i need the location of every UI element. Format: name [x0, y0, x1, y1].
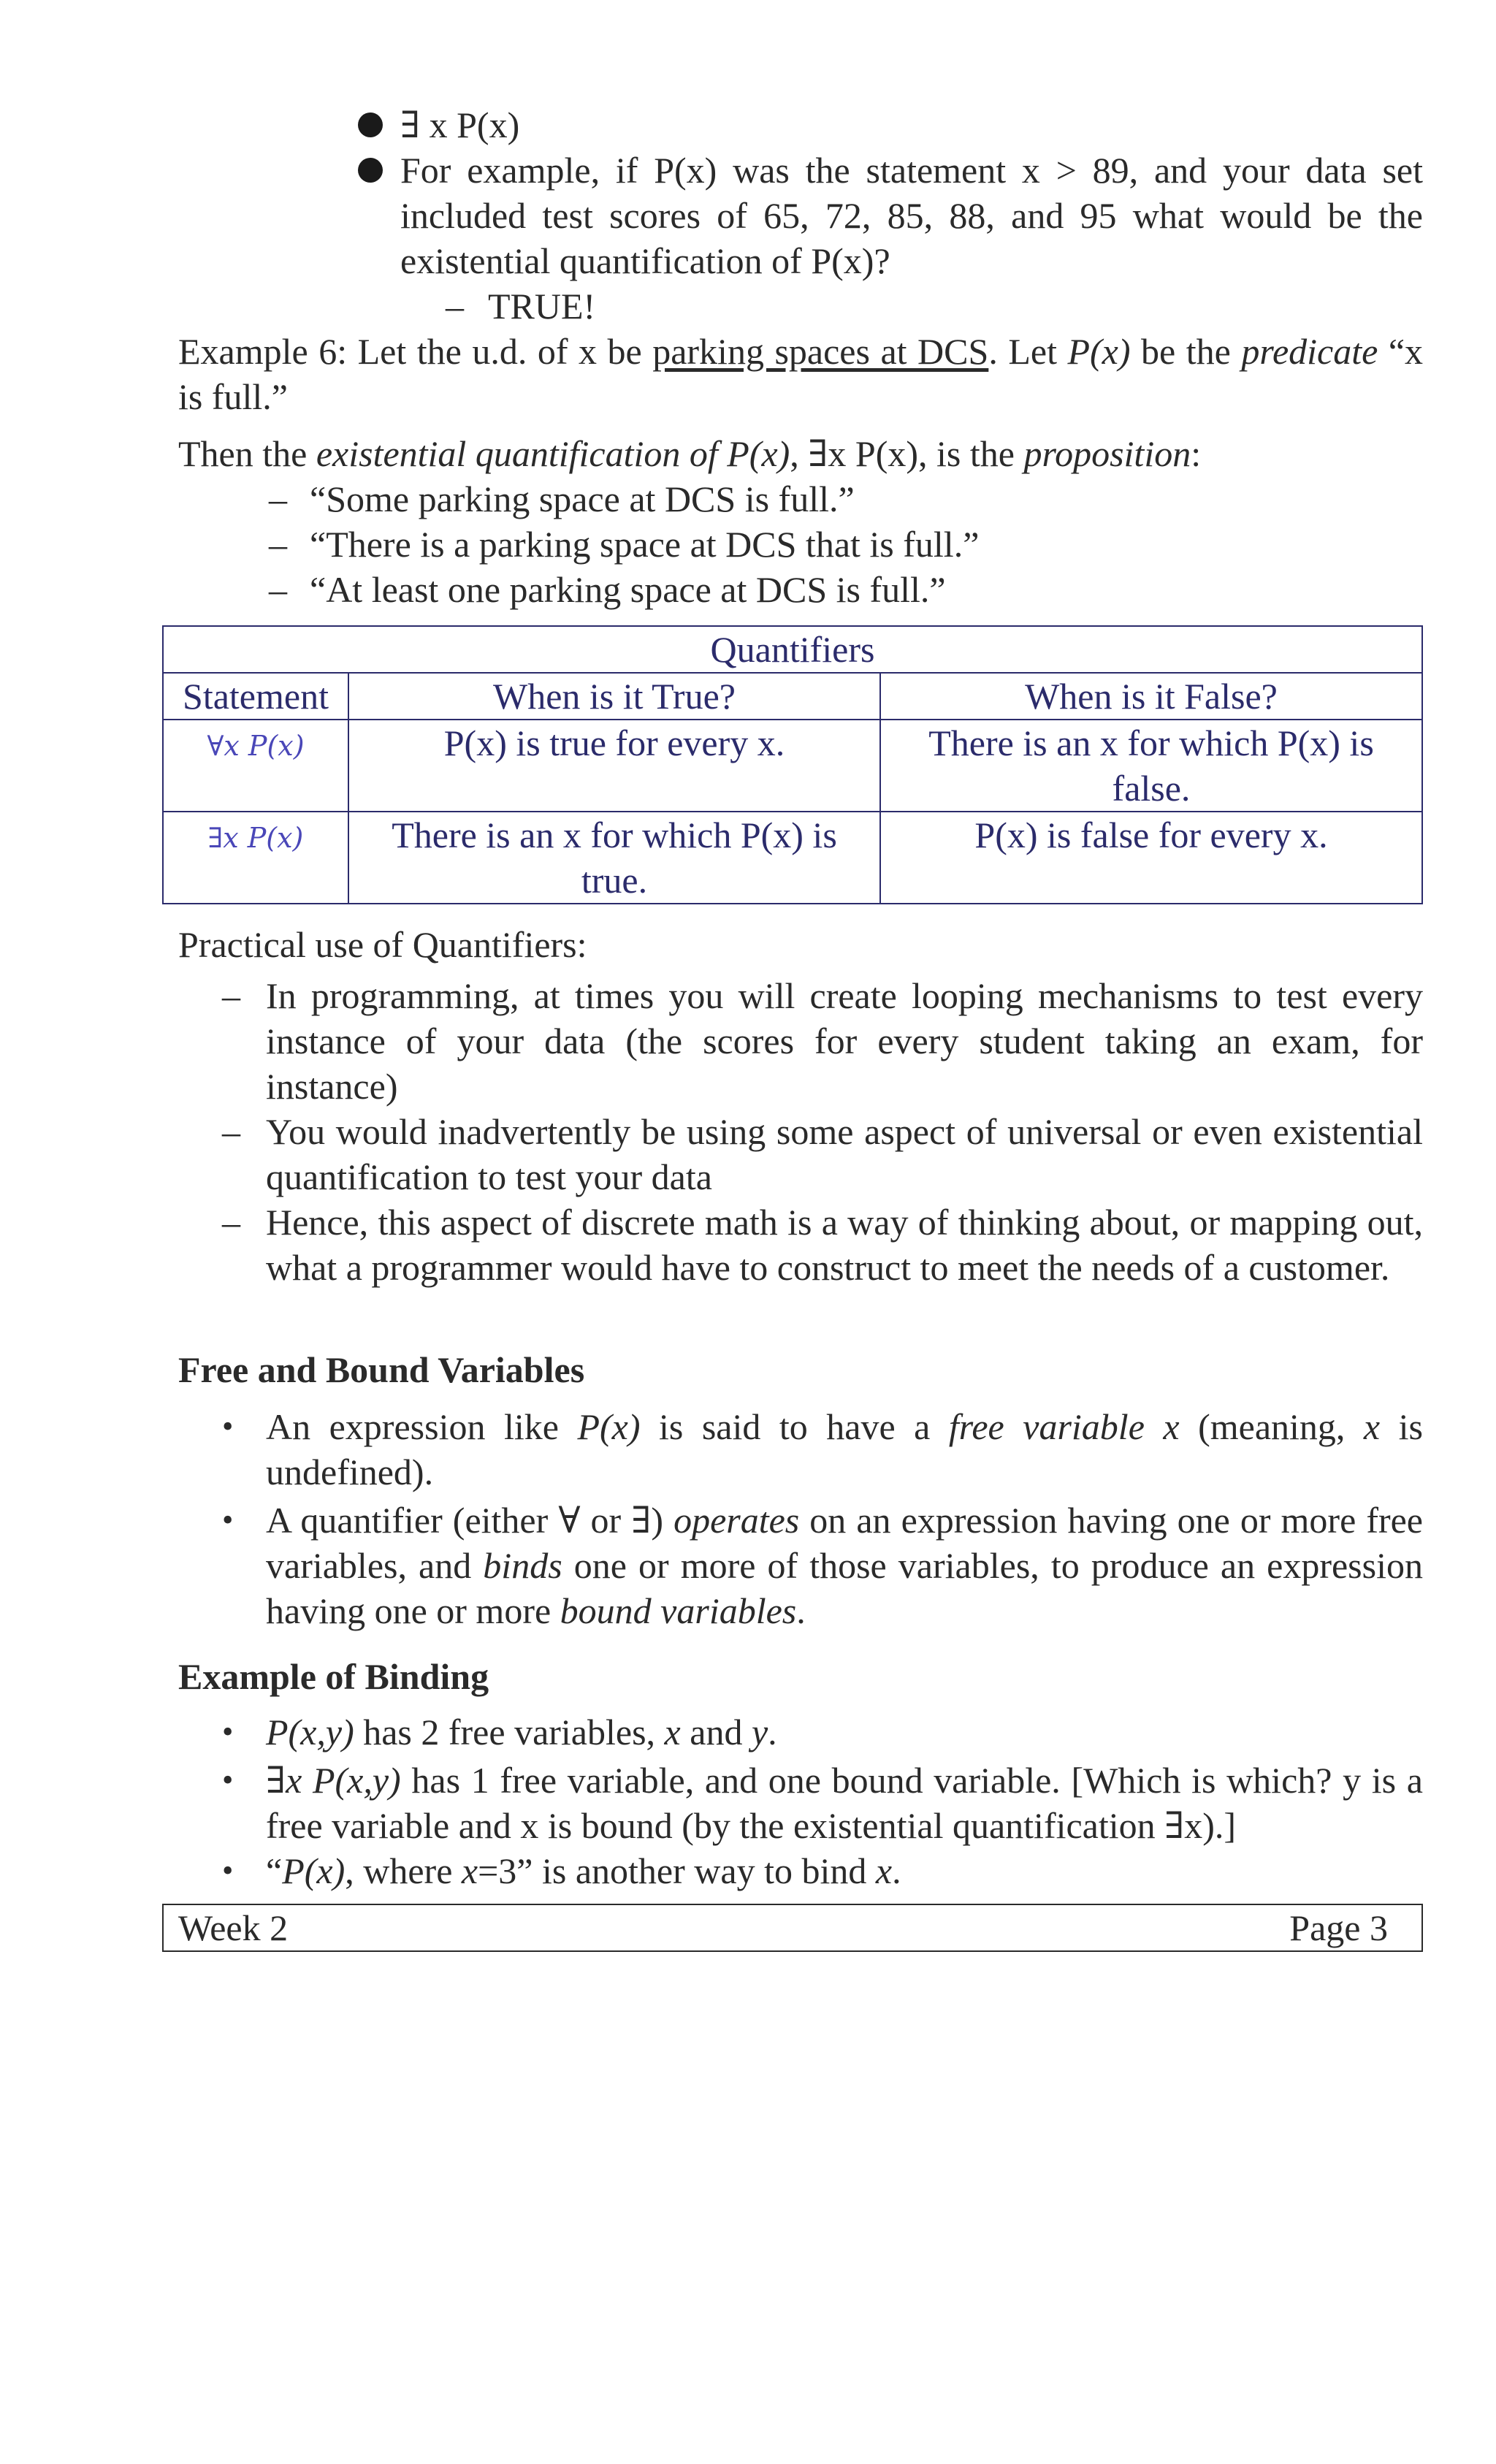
fb2-f: bound variables — [560, 1590, 797, 1631]
bullet-icon: • — [222, 1853, 234, 1888]
table-row — [163, 720, 1422, 812]
free-bullet-2 — [266, 1498, 1423, 1633]
quantifiers-table — [162, 625, 1423, 904]
binding-bullet-3 — [266, 1848, 1423, 1893]
bb1-c: x — [664, 1712, 681, 1752]
bullet-exists: ∃ x P(x) — [400, 104, 520, 145]
footer-page-number: Page 3 — [1289, 1907, 1388, 1948]
bb3-c: , where — [345, 1850, 462, 1891]
fb1-d: free variable x — [948, 1406, 1180, 1447]
free-bullet-1 — [266, 1404, 1423, 1495]
bb1-f: . — [768, 1712, 777, 1752]
example-6-ud: parking spaces at DCS — [652, 331, 989, 372]
then-sentence — [178, 431, 1423, 476]
then-d: proposition — [1023, 433, 1191, 474]
dash-icon: – — [222, 975, 240, 1016]
then-b: existential quantification of P(x) — [316, 433, 790, 474]
practical-item: Hence, this aspect of discrete math is a way of thinking about, or mapping out, what a programmer would have to construct to meet the needs of a customer. — [266, 1202, 1423, 1288]
then-c: , ∃x P(x), is the — [790, 433, 1024, 474]
fb2-d: binds — [483, 1545, 562, 1586]
header-false: When is it False? — [880, 673, 1422, 720]
exists-px: ∃x P(x) — [207, 822, 304, 854]
fb2-c: on an expression having one or more free variables, and — [266, 1500, 1424, 1586]
binding-bullet-1 — [266, 1709, 1423, 1755]
then-item: “There is a parking space at DCS that is full.” — [310, 524, 980, 565]
example-6-lead: Example 6: Let the u.d. of x be — [178, 331, 653, 372]
bullet-example: For example, if P(x) was the statement x > 89, and your data set included test scores of 65, 72, 85, 88, and 95 what would be the existential quantification of P(x)? — [400, 150, 1423, 281]
example-6-quote: “x is full.” — [178, 331, 1424, 417]
fb1-f: x — [1363, 1406, 1381, 1447]
example-6-mid: . Let — [988, 331, 1068, 372]
header-true: When is it True? — [348, 673, 880, 720]
binding-bullet-2 — [266, 1758, 1423, 1848]
fb1-a: An expression like — [266, 1406, 578, 1447]
dash-icon: – — [222, 1111, 240, 1152]
answer-true: TRUE! — [488, 286, 596, 327]
bullet-dot-icon — [358, 158, 383, 183]
example-6 — [178, 329, 1423, 419]
example-6-predicate: predicate — [1241, 331, 1378, 372]
bullet-icon: • — [222, 1714, 234, 1750]
bb3-e: =3” is another way to bind — [478, 1850, 876, 1891]
bullet-icon: • — [222, 1408, 234, 1444]
bb3-g: . — [892, 1850, 901, 1891]
false-cell: P(x) is false for every x. — [880, 812, 1422, 904]
dash-icon: – — [269, 569, 287, 610]
binding-heading: Example of Binding — [178, 1656, 489, 1697]
bullet-icon: • — [222, 1762, 234, 1798]
bb1-e: y — [751, 1712, 768, 1752]
example-6-be: be the — [1130, 331, 1242, 372]
forall-px: ∀x P(x) — [207, 730, 305, 762]
then-a: Then the — [178, 433, 316, 474]
bb1-b: has 2 free variables, — [354, 1712, 665, 1752]
page-footer — [162, 1904, 1423, 1952]
fb2-g: . — [796, 1590, 806, 1631]
then-item: “Some parking space at DCS is full.” — [310, 478, 855, 519]
practical-item: In programming, at times you will create looping mechanisms to test every instance of your data (the scores for every student taking an exam, for instance) — [266, 975, 1423, 1107]
fb1-b: P(x) — [577, 1406, 641, 1447]
dash-icon: – — [446, 286, 464, 327]
bb3-b: P(x) — [282, 1850, 346, 1891]
fb1-e: (meaning, — [1179, 1406, 1364, 1447]
table-row — [163, 812, 1422, 904]
example-6-px: P(x) — [1067, 331, 1131, 372]
bb3-f: x — [875, 1850, 893, 1891]
bb1-a: P(x,y) — [266, 1712, 354, 1752]
true-cell: There is an x for which P(x) is true. — [348, 812, 880, 904]
table-title-row — [163, 626, 1422, 673]
bullet-dot-icon — [358, 112, 383, 137]
practical-heading: Practical use of Quantifiers: — [178, 924, 587, 965]
header-statement: Statement — [163, 673, 348, 720]
then-e: : — [1191, 433, 1202, 474]
statement-cell — [163, 720, 348, 812]
fb2-b: operates — [673, 1500, 800, 1541]
statement-cell — [163, 812, 348, 904]
bullet-icon: • — [222, 1502, 234, 1538]
bb2-b: has 1 free variable, and one bound variable. [Which is which? y is a free variable and x is bound (by the existential quantification ∃x).] — [266, 1760, 1423, 1846]
practical-item: You would inadvertently be using some aspect of universal or even existential quantification to test your data — [266, 1111, 1423, 1197]
fb2-a: A quantifier (either ∀ or ∃) — [266, 1500, 674, 1541]
fb1-c: is said to have a — [640, 1406, 949, 1447]
false-cell: There is an x for which P(x) is false. — [880, 720, 1422, 812]
then-item: “At least one parking space at DCS is full.” — [310, 569, 946, 610]
bb3-a: “ — [266, 1850, 283, 1891]
bb2-a: ∃x P(x,y) — [266, 1760, 401, 1801]
dash-icon: – — [222, 1202, 240, 1243]
free-bound-heading: Free and Bound Variables — [178, 1349, 585, 1390]
table-header-row — [163, 673, 1422, 720]
bb1-d: and — [680, 1712, 752, 1752]
bb3-d: x — [461, 1850, 478, 1891]
table-title: Quantifiers — [163, 626, 1422, 673]
fb1-g: is undefined). — [266, 1406, 1423, 1492]
footer-week: Week 2 — [178, 1907, 289, 1948]
dash-icon: – — [269, 524, 287, 565]
fb2-e: one or more of those variables, to produce an expression having one or more — [266, 1545, 1423, 1631]
true-cell: P(x) is true for every x. — [348, 720, 880, 812]
dash-icon: – — [269, 478, 287, 519]
